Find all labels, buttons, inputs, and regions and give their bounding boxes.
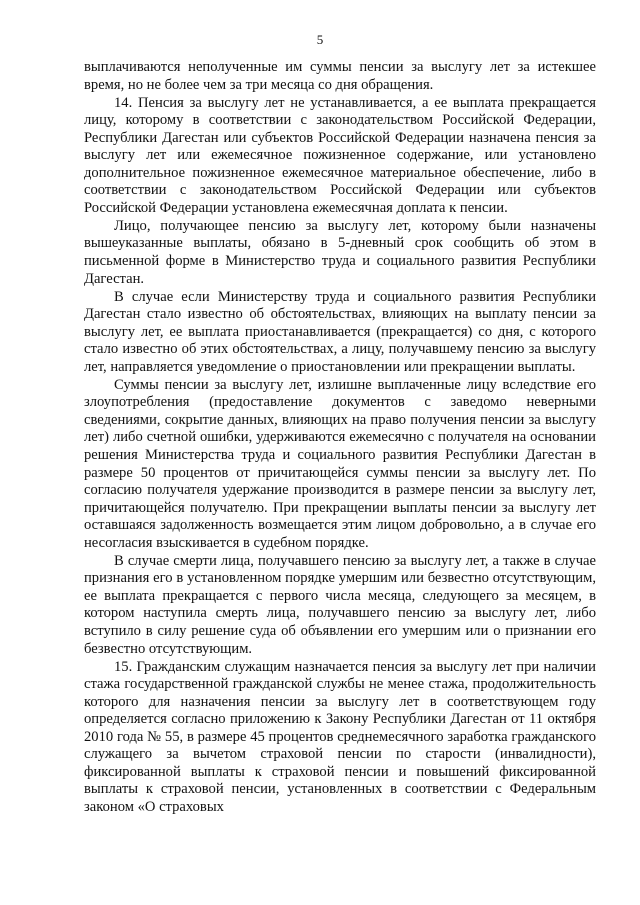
paragraph-death-termination: В случае смерти лица, получавшего пенсию за выслугу лет, а также в случае признания его в установленном порядке умершим или безвестно отсутствующим, ее выплата прекращается с первого числа месяца, следующего за месяцем, в котором наступила смерть лица, получавшего пенсию за выслугу лет, либо вступило в силу решение суда об объявлении его умершим или о признании его безвестно отсутствующим. xyxy=(84,552,596,657)
paragraph-suspension: В случае если Министерству труда и социального развития Республики Дагестан стало известно об обстоятельствах, влияющих на выплату пенсии за выслугу лет, ее выплата приостанавливается (прекращается) со дня, с которого стало известно об этих обстоятельствах, а лицу, получавшему пенсию за выслугу лет, направляется уведомление о приостановлении или прекращении выплаты. xyxy=(84,288,596,375)
page-number: 5 xyxy=(316,32,324,47)
paragraph-notification-duty: Лицо, получающее пенсию за выслугу лет, которому были назначены вышеуказанные выплаты, обязано в 5-дневный срок сообщить об этом в письменной форме в Министерство труда и социального развития Республики Дагестан. xyxy=(84,217,596,287)
document-body xyxy=(84,59,596,817)
paragraph-item-14: 14. Пенсия за выслугу лет не устанавливается, а ее выплата прекращается лицу, которому в соответствии с законодательством Российской Федерации, Республики Дагестан или субъектов Российской Федерации назначена пенсия за выслугу лет или ежемесячное пожизненное содержание, или установлено дополнительное пожизненное ежемесячное материальное обеспечение, либо в соответствии с законодательством Российской Федерации или субъектов Российской Федерации установлена ежемесячная доплата к пенсии. xyxy=(84,94,596,216)
paragraph-continuation: выплачиваются неполученные им суммы пенсии за выслугу лет за истекшее время, но не более чем за три месяца со дня обращения. xyxy=(84,59,596,93)
paragraph-overpayment: Суммы пенсии за выслугу лет, излишне выплаченные лицу вследствие его злоупотребления (предоставление документов с заведомо неверными сведениями, сокрытие данных, влияющих на право получения пенсии за выслугу лет) либо счетной ошибки, удерживаются ежемесячно с получателя на основании решения Министерства труда и социального развития Республики Дагестан в размере 50 процентов от причитающейся суммы пенсии за выслугу лет. По согласию получателя удержание производится в размере пенсии за выслугу лет, причитающейся получателю. При прекращении выплаты пенсии за выслугу лет оставшаяся задолженность возмещается этим лицом добровольно, а в случае его несогласия взыскивается в судебном порядке. xyxy=(84,376,596,551)
paragraph-item-15: 15. Гражданским служащим назначается пенсия за выслугу лет при наличии стажа государственной гражданской службы не менее стажа, продолжительность которого для назначения пенсии за выслугу лет в соответствующем году определяется согласно приложению к Закону Республики Дагестан от 11 октября 2010 года № 55, в размере 45 процентов среднемесячного заработка гражданского служащего за вычетом страховой пенсии по старости (инвалидности), фиксированной выплаты к страховой пенсии и повышений фиксированной выплаты к страховой пенсии, установленных в соответствии с Федеральным законом «О страховых xyxy=(84,658,596,815)
